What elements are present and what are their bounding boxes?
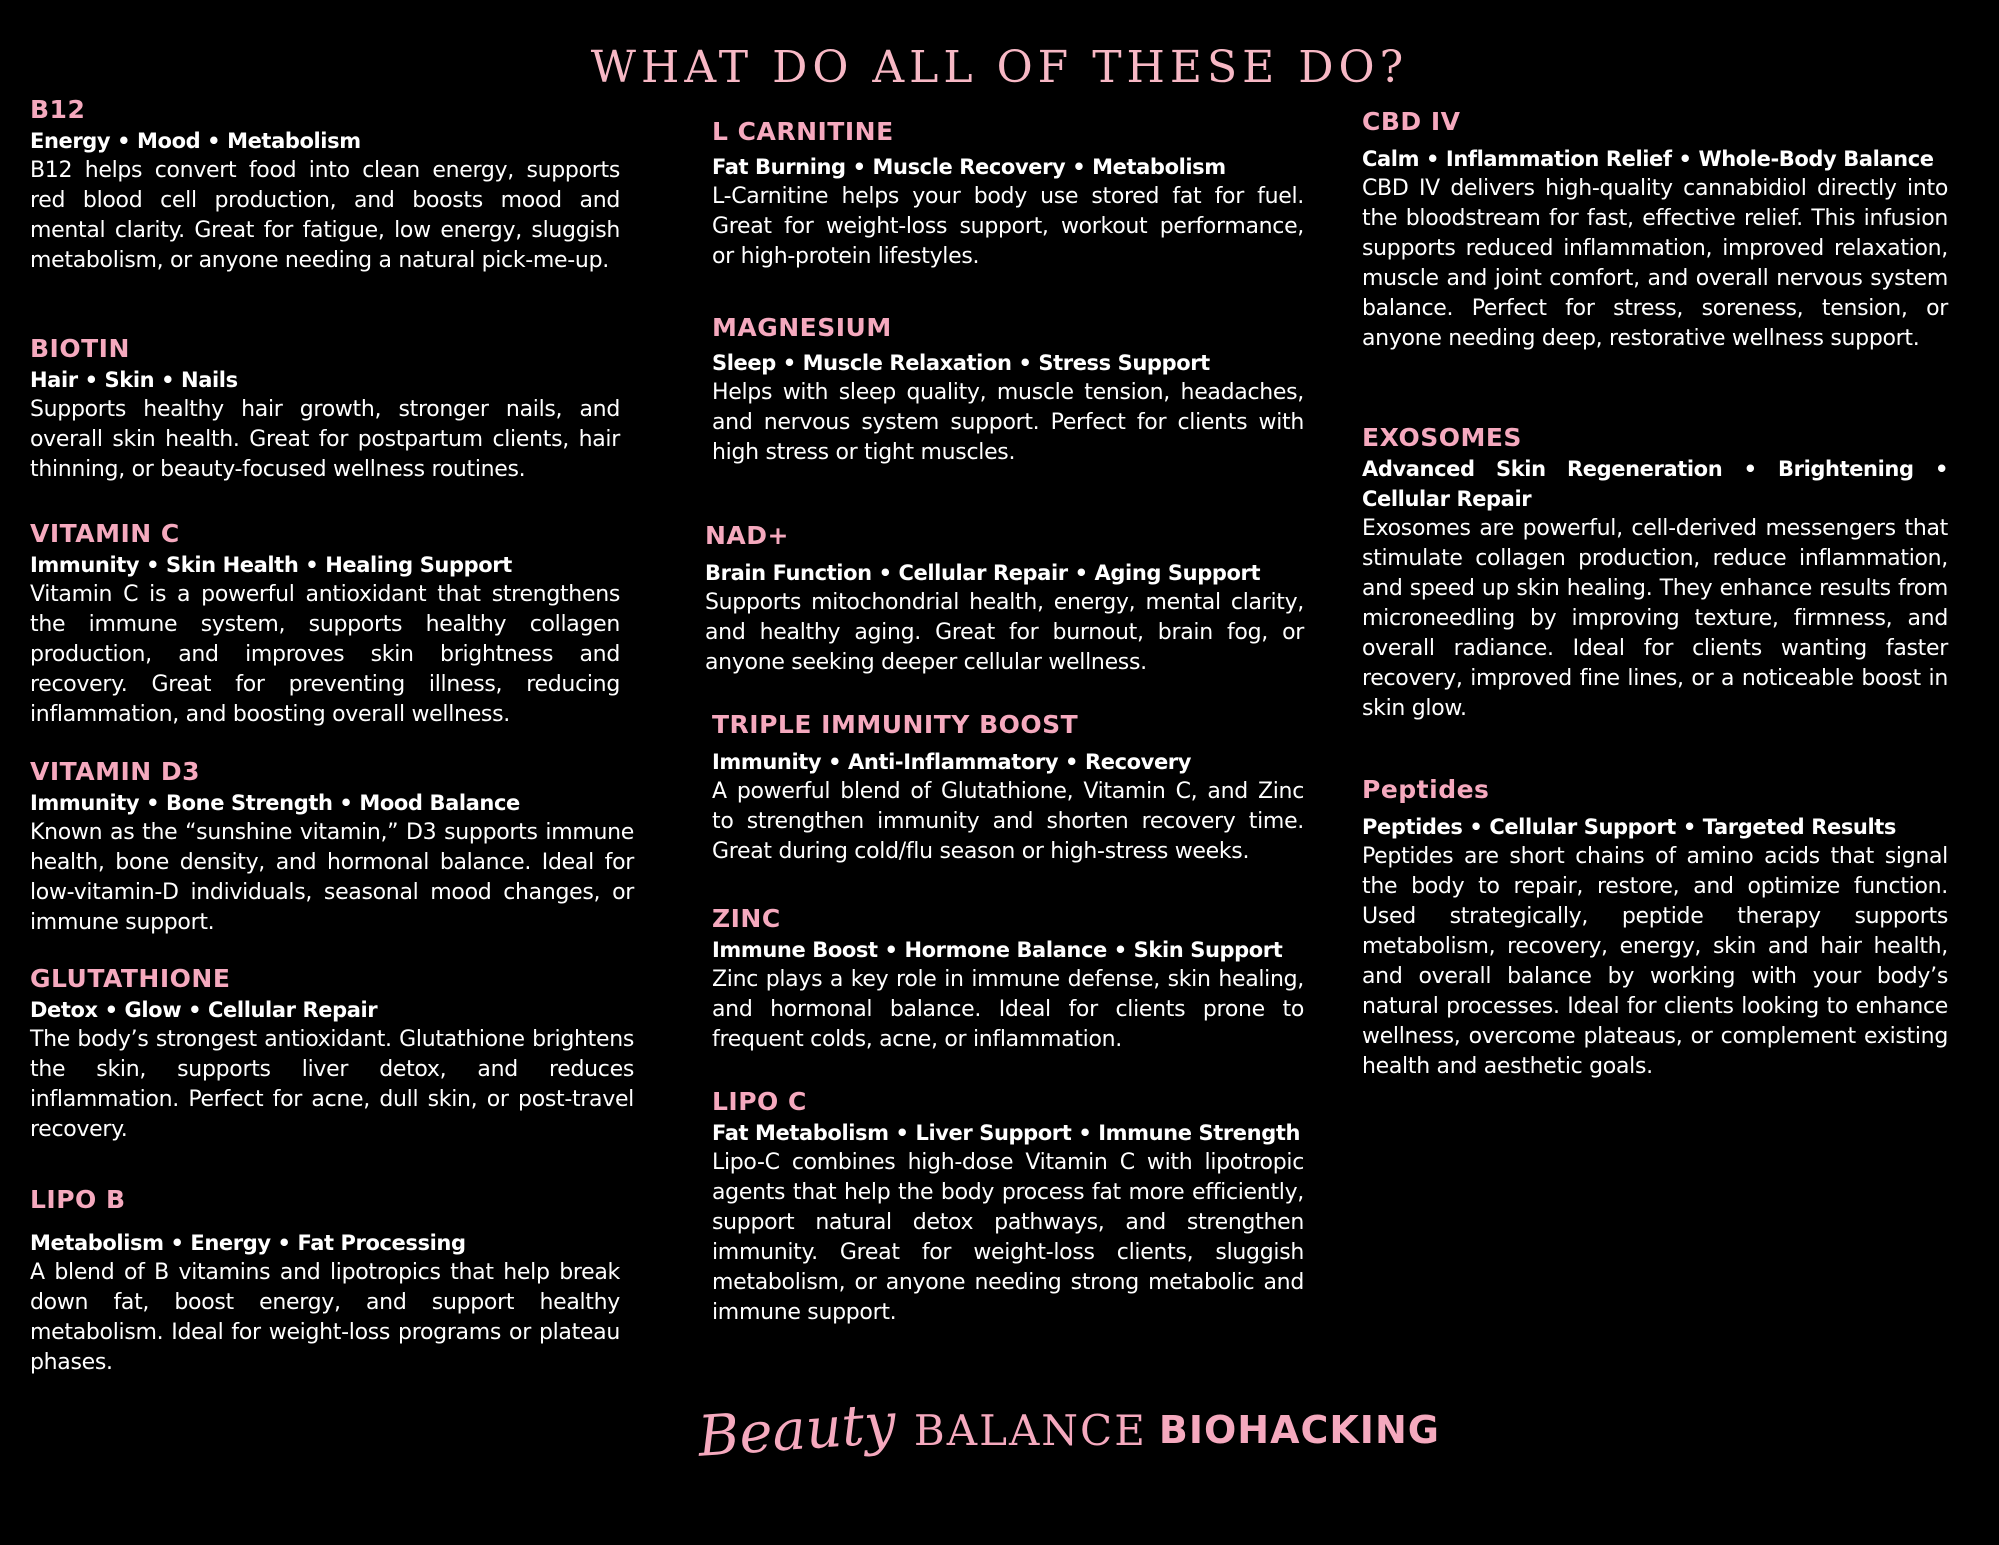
entry-description: CBD IV delivers high-quality cannabidiol directly into the bloodstream for fast, effective relief. This infusion supports reduced inflammation, improved relaxation, muscle and joint comfort, and overall nervous system balance. Perfect for stress, soreness, tension, or anyone needing deep, restorative wellness support. [1362,176,1948,351]
entry-b12 [30,94,620,276]
entry-heading: CBD IV [1362,107,1461,136]
entry-cbd-iv [1362,106,1948,354]
entry-tags: Fat Burning • Muscle Recovery • Metabolism [712,155,1226,179]
entry-tags: Brain Function • Cellular Repair • Aging Support [705,561,1261,585]
page-title: WHAT DO ALL OF THESE DO? [590,42,1409,93]
entry-description: A blend of B vitamins and lipotropics that help break down fat, boost energy, and support healthy metabolism. Ideal for weight-loss programs or plateau phases. [30,1260,620,1375]
entry-vitamin-d3 [30,756,634,938]
entry-tags: Peptides • Cellular Support • Targeted Results [1362,815,1897,839]
entry-tags: Hair • Skin • Nails [30,368,238,392]
entry-lipo-b [30,1184,620,1378]
entry-tags: Fat Metabolism • Liver Support • Immune Strength [712,1121,1301,1145]
entry-tags: Sleep • Muscle Relaxation • Stress Support [712,351,1210,375]
entry-tags: Advanced Skin Regeneration • Brightening • Cellular Repair [1362,457,1948,511]
entry-description: The body’s strongest antioxidant. Glutathione brightens the skin, supports liver detox, and reduces inflammation. Perfect for acne, dull skin, or post-travel recovery. [30,1027,634,1142]
entry-heading: ZINC [712,904,781,933]
logo-biohacking-text: BIOHACKING [1158,1408,1440,1452]
entry-description: Supports mitochondrial health, energy, mental clarity, and healthy aging. Great for burnout, brain fog, or anyone seeking deeper cellular wellness. [705,590,1304,675]
entry-zinc [712,903,1304,1055]
entry-tags: Immunity • Anti-Inflammatory • Recovery [712,750,1192,774]
entry-tags: Calm • Inflammation Relief • Whole-Body Balance [1362,147,1934,171]
entry-description: Known as the “sunshine vitamin,” D3 supports immune health, bone density, and hormonal balance. Ideal for low-vitamin-D individuals, seasonal mood changes, or immune support. [30,820,634,935]
entry-heading: GLUTATHIONE [30,964,231,993]
entry-tags: Energy • Mood • Metabolism [30,129,361,153]
entry-heading: NAD+ [705,521,789,550]
entry-peptides [1362,774,1948,1082]
entry-nad-plus [705,520,1304,678]
entry-heading: B12 [30,95,86,124]
entry-lipo-c [712,1086,1304,1328]
entry-description: Lipo-C combines high-dose Vitamin C with lipotropic agents that help the body process fat more efficiently, support natural detox pathways, and strengthen immunity. Great for weight-loss clients, sluggish metabolism, or anyone needing strong metabolic and immune support. [712,1150,1304,1325]
entry-description: A powerful blend of Glutathione, Vitamin C, and Zinc to strengthen immunity and shorten recovery time. Great during cold/flu season or high-stress weeks. [712,779,1304,864]
entry-description: Vitamin C is a powerful antioxidant that strengthens the immune system, supports healthy collagen production, and improves skin brightness and recovery. Great for preventing illness, reducing inflammation, and boosting overall wellness. [30,582,620,727]
entry-triple-immunity-boost [712,709,1304,867]
entry-description: Helps with sleep quality, muscle tension, headaches, and nervous system support. Perfect for clients with high stress or tight muscles. [712,380,1304,465]
brand-logo [695,1390,1440,1470]
entry-heading: EXOSOMES [1362,423,1522,452]
entry-description: L-Carnitine helps your body use stored fat for fuel. Great for weight-loss support, workout performance, or high-protein lifestyles. [712,184,1304,269]
entry-vitamin-c [30,518,620,730]
entry-heading: Peptides [1362,775,1490,804]
entry-l-carnitine [712,116,1304,272]
entry-heading: BIOTIN [30,334,130,363]
entry-heading: TRIPLE IMMUNITY BOOST [712,710,1079,739]
entry-description: B12 helps convert food into clean energy, supports red blood cell production, and boosts mood and mental clarity. Great for fatigue, low energy, sluggish metabolism, or anyone needing a natural pick-me-up. [30,158,620,273]
entry-heading: LIPO C [712,1087,807,1116]
entry-exosomes [1362,422,1948,724]
entry-description: Peptides are short chains of amino acids that signal the body to repair, restore, and optimize function. Used strategically, peptide therapy supports metabolism, recovery, energy, skin and hair health, and overall balance by working with your body’s natural processes. Ideal for clients looking to enhance wellness, overcome plateaus, or complement existing health and aesthetic goals. [1362,844,1948,1079]
entry-description: Supports healthy hair growth, stronger nails, and overall skin health. Great for postpartum clients, hair thinning, or beauty-focused wellness routines. [30,397,620,482]
entry-description: Exosomes are powerful, cell-derived messengers that stimulate collagen production, reduce inflammation, and speed up skin healing. They enhance results from microneedling by improving texture, firmness, and overall radiance. Ideal for clients wanting faster recovery, improved fine lines, or a noticeable boost in skin glow. [1362,516,1948,721]
entry-tags: Detox • Glow • Cellular Repair [30,998,378,1022]
entry-tags: Metabolism • Energy • Fat Processing [30,1231,466,1255]
entry-heading: MAGNESIUM [712,313,892,342]
entry-heading: LIPO B [30,1185,126,1214]
logo-balance-text: BALANCE [913,1405,1147,1455]
entry-biotin [30,333,620,485]
entry-magnesium [712,312,1304,468]
entry-description: Zinc plays a key role in immune defense, skin healing, and hormonal balance. Ideal for clients prone to frequent colds, acne, or inflammation. [712,967,1304,1052]
logo-script-text: Beauty [695,1390,898,1470]
entry-tags: Immunity • Skin Health • Healing Support [30,553,512,577]
entry-tags: Immunity • Bone Strength • Mood Balance [30,791,520,815]
entry-heading: VITAMIN C [30,519,180,548]
entry-heading: VITAMIN D3 [30,757,201,786]
entry-glutathione [30,963,634,1145]
entry-heading: L CARNITINE [712,117,894,146]
entry-tags: Immune Boost • Hormone Balance • Skin Support [712,938,1283,962]
